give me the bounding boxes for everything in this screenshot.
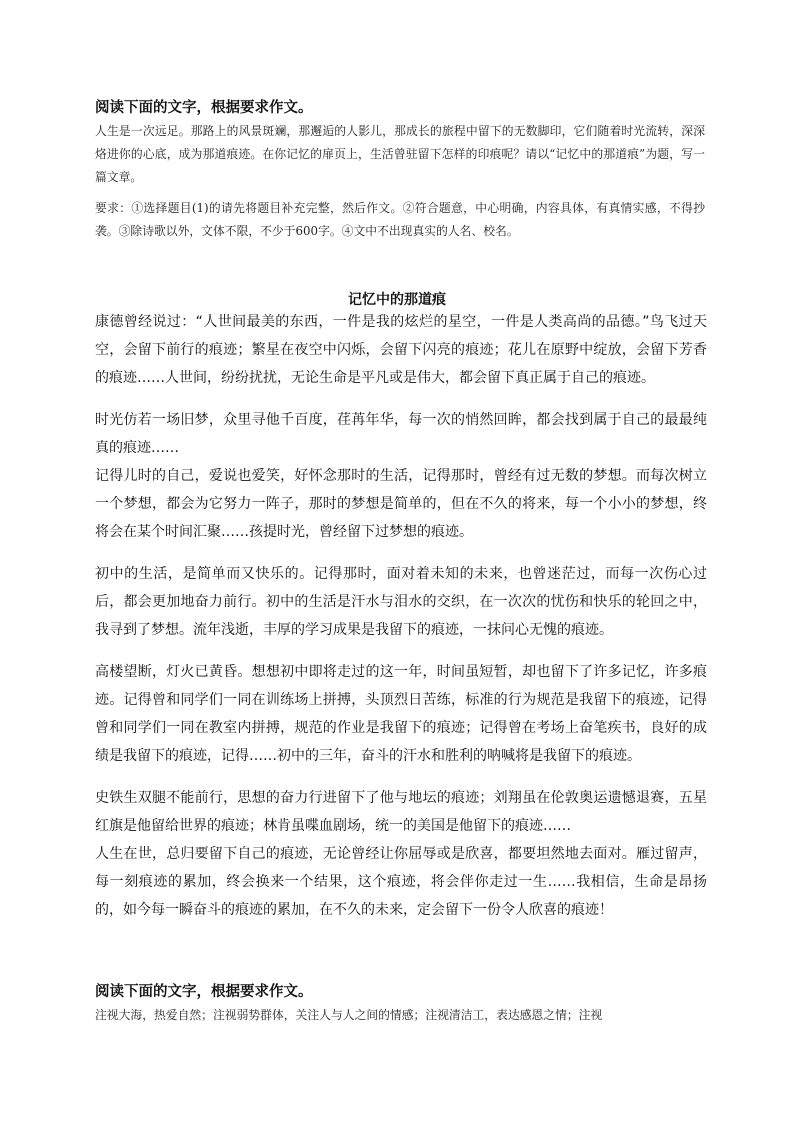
section1-task [95,120,705,243]
essay-paragraph: 高楼望断，灯火已黄昏。想想初中即将走过的这一年，时间虽短暂，却也留下了许多记忆，许多痕迹。记得曾和同学们一同在训练场上拼搏，头顶烈日苦练，标准的行为规范是我留下的痕迹，记得曾和同学们一同在教室内拼搏，规范的作业是我留下的痕迹；记得曾在考场上奋笔疾书，良好的成绩是我留下的痕迹，记得……初中的三年，奋斗的汗水和胜利的呐喊将是我留下的痕迹。 [95,664,707,764]
essay-paragraph: 时光仿若一场旧梦，众里寻他千百度，荏苒年华，每一次的悄然回眸，都会找到属于自己的最最纯真的痕迹…… [95,412,707,456]
section2-heading: 阅读下面的文字，根据要求作文。 [95,984,313,1000]
essay-paragraph: 初中的生活，是简单而又快乐的。记得那时，面对着未知的未来，也曾迷茫过，而每一次伤心过后，都会更加地奋力前行。初中的生活是汗水与泪水的交织，在一次次的忧伤和快乐的轮回之中，我寻到了梦想。流年浅逝，丰厚的学习成果是我留下的痕迹，一抹问心无愧的痕迹。 [95,566,707,638]
essay-paragraph: 人生在世，总归要留下自己的痕迹，无论曾经让你屈辱或是欣喜，都要坦然地去面对。雁过留声，每一刻痕迹的累加，终会换来一个结果，这个痕迹，将会伴你走过一生……我相信，生命是昂扬的，如今每一瞬奋斗的痕迹的累加，在不久的未来，定会留下一份令人欣喜的痕迹！ [95,846,707,918]
section2-prompt: 注视大海，热爱自然；注视弱势群体，关注人与人之间的情感；注视清洁工，表达感恩之情；注视 [95,1008,603,1022]
essay-paragraph: 康德曾经说过：“人世间最美的东西，一件是我的炫烂的星空，一件是人类高尚的品德。”鸟飞过天空，会留下前行的痕迹；繁星在夜空中闪烁，会留下闪亮的痕迹；花儿在原野中绽放，会留下芳香的痕迹……人世间，纷纷扰扰，无论生命是平凡或是伟大，都会留下真正属于自己的痕迹。 [95,314,707,386]
essay-body [95,308,707,924]
section1-prompt: 人生是一次远足。那路上的风景斑斓，那邂逅的人影儿，那成长的旅程中留下的无数脚印，它们随着时光流转，深深烙进你的心底，成为那道痕迹。在你记忆的扉页上，生活曾驻留下怎样的印痕呢？请以“记忆中的那道痕”为题，写一篇文章。 [95,124,705,184]
section1-requirements: 要求：①选择题目(1)的请先将题目补充完整，然后作文。②符合题意，中心明确，内容具体，有真情实感，不得抄袭。③除诗歌以外，文体不限，不少于600字。④文中不出现真实的人名、校名。 [95,201,705,238]
essay-paragraph: 史铁生双腿不能前行，思想的奋力行进留下了他与地坛的痕迹；刘翔虽在伦敦奥运遗憾退赛，五星红旗是他留给世界的痕迹；林肯虽喋血剧场，统一的美国是他留下的痕迹…… [95,790,707,834]
essay-paragraph: 记得儿时的自己，爱说也爱笑，好怀念那时的生活，记得那时，曾经有过无数的梦想。而每次树立一个梦想，都会为它努力一阵子，那时的梦想是简单的，但在不久的将来，每一个小小的梦想，终将会在某个时间汇聚……孩提时光，曾经留下过梦想的痕迹。 [95,468,707,540]
essay-title: 记忆中的那道痕 [348,292,446,308]
section1-heading: 阅读下面的文字，根据要求作文。 [95,100,313,116]
